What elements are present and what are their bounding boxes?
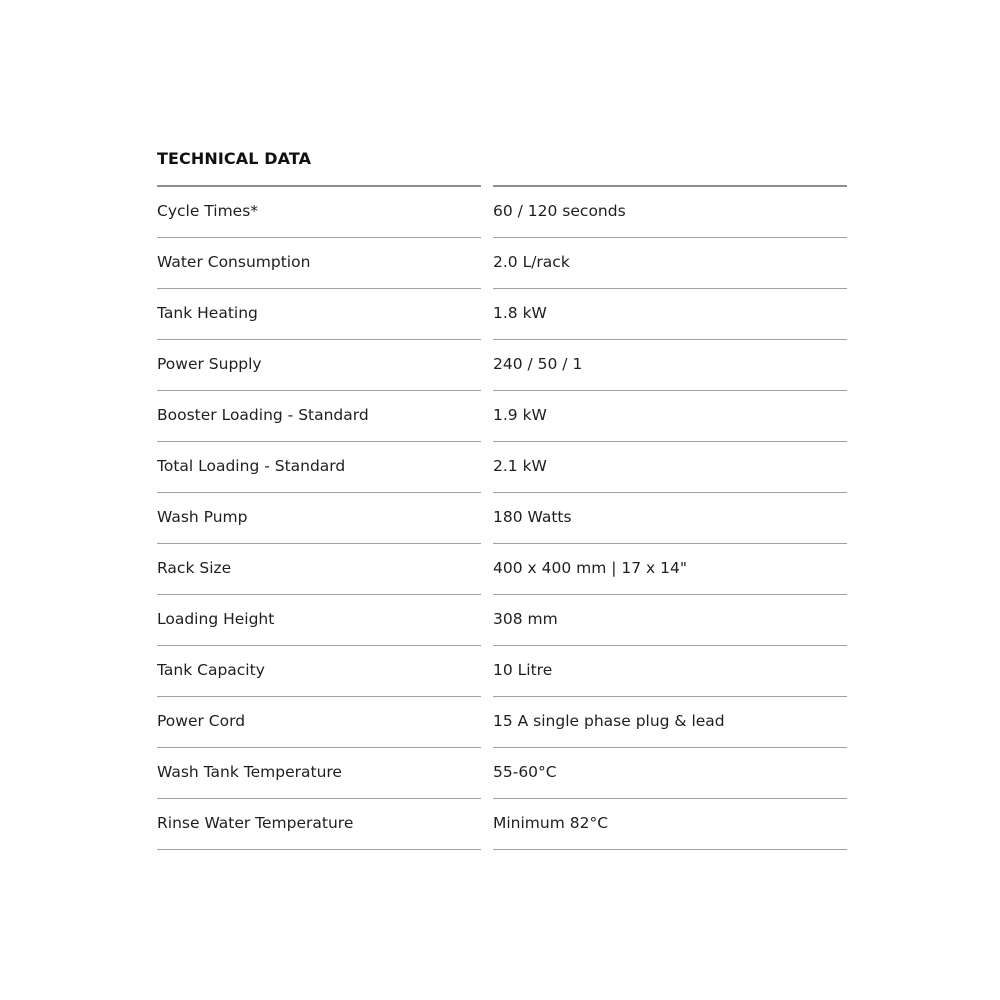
spec-value: Minimum 82°C — [493, 799, 847, 850]
technical-data-table — [157, 185, 847, 850]
spec-label: Booster Loading - Standard — [157, 391, 481, 442]
spec-label: Total Loading - Standard — [157, 442, 481, 493]
spec-label: Cycle Times* — [157, 187, 481, 238]
spec-value: 2.1 kW — [493, 442, 847, 493]
spec-label: Rack Size — [157, 544, 481, 595]
spec-label: Rinse Water Temperature — [157, 799, 481, 850]
spec-label: Loading Height — [157, 595, 481, 646]
table-row — [157, 340, 847, 391]
table-row — [157, 697, 847, 748]
spec-value: 240 / 50 / 1 — [493, 340, 847, 391]
spec-value: 2.0 L/rack — [493, 238, 847, 289]
spec-label: Tank Heating — [157, 289, 481, 340]
spec-value: 1.8 kW — [493, 289, 847, 340]
spec-value: 55-60°C — [493, 748, 847, 799]
spec-value: 10 Litre — [493, 646, 847, 697]
spec-value: 15 A single phase plug & lead — [493, 697, 847, 748]
spec-value: 1.9 kW — [493, 391, 847, 442]
spec-value: 60 / 120 seconds — [493, 187, 847, 238]
spec-label: Water Consumption — [157, 238, 481, 289]
table-row — [157, 442, 847, 493]
spec-label: Wash Tank Temperature — [157, 748, 481, 799]
table-row — [157, 493, 847, 544]
table-row — [157, 544, 847, 595]
table-row — [157, 595, 847, 646]
spec-label: Wash Pump — [157, 493, 481, 544]
spec-value: 180 Watts — [493, 493, 847, 544]
table-row — [157, 646, 847, 697]
spec-label: Power Cord — [157, 697, 481, 748]
spec-label: Power Supply — [157, 340, 481, 391]
table-row — [157, 238, 847, 289]
table-row — [157, 289, 847, 340]
table-row — [157, 391, 847, 442]
table-row — [157, 187, 847, 238]
spec-value: 308 mm — [493, 595, 847, 646]
spec-label: Tank Capacity — [157, 646, 481, 697]
table-row — [157, 748, 847, 799]
table-row — [157, 799, 847, 850]
spec-value: 400 x 400 mm | 17 x 14" — [493, 544, 847, 595]
section-heading: TECHNICAL DATA — [157, 149, 312, 168]
